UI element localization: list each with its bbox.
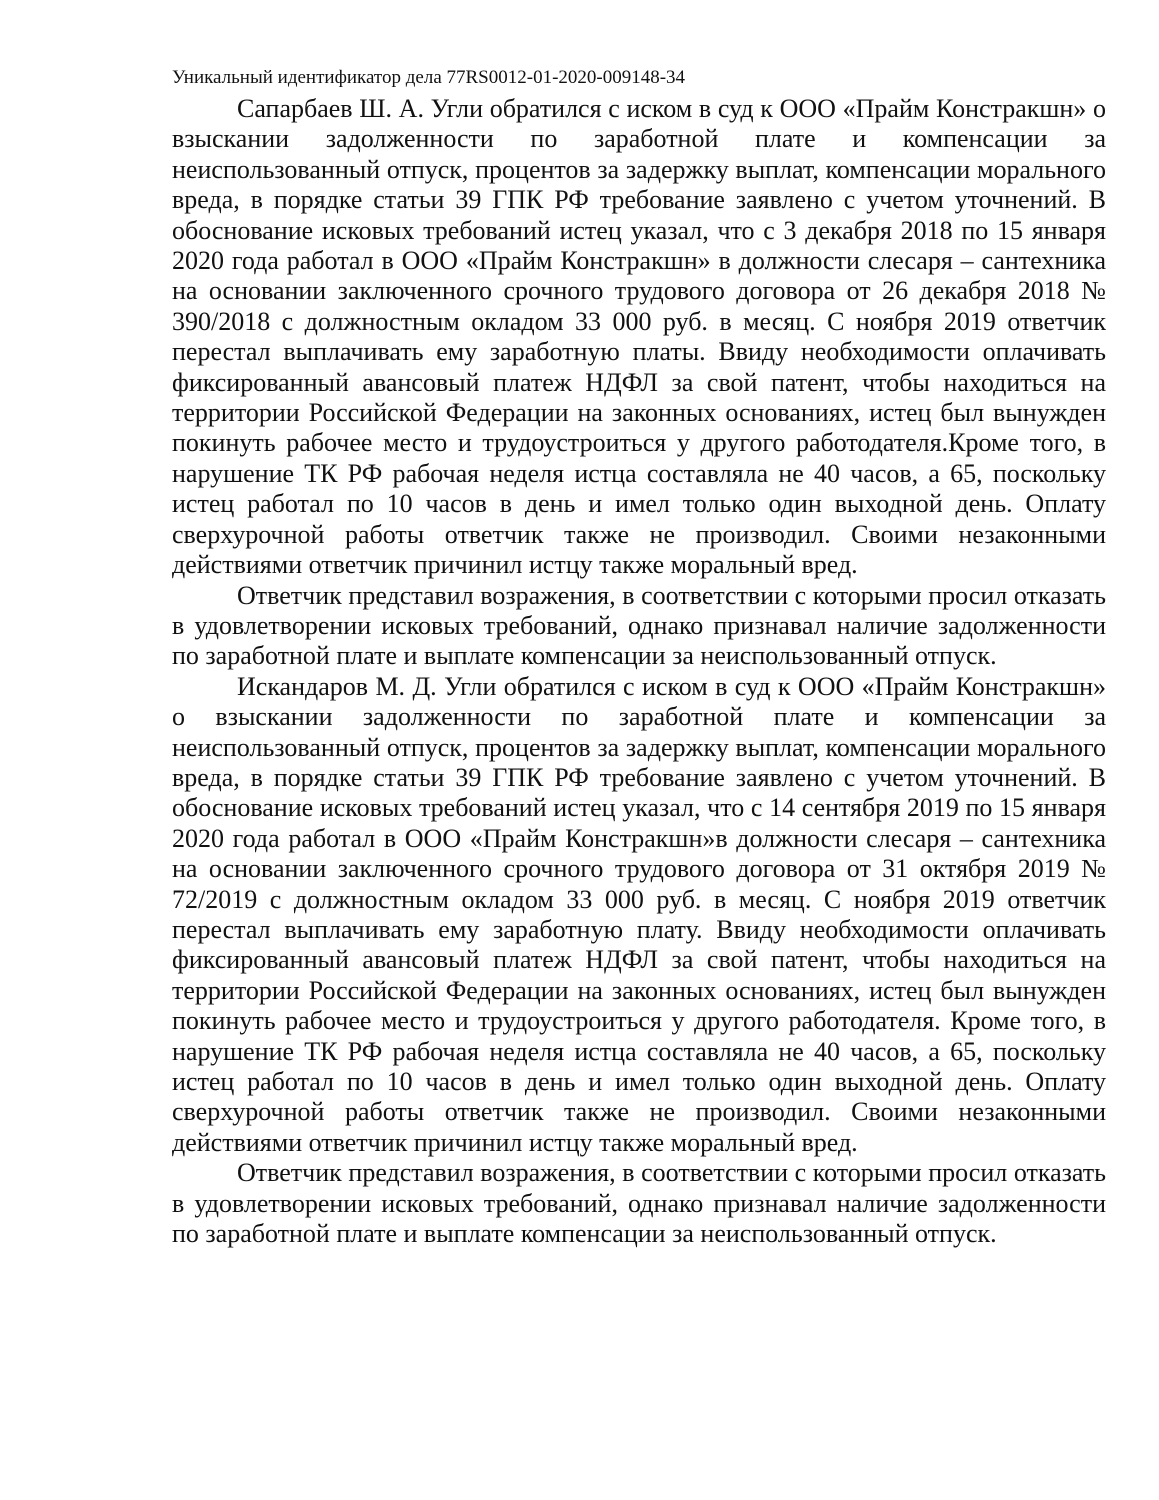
paragraph-defendant-objections-2: Ответчик представил возражения, в соответствии с которыми просил отказать в удовлетворении исковых требований, однако признавал наличие задолженности по заработной плате и выплате компенсации за неиспользованный отпуск.	[172, 1158, 1106, 1249]
paragraph-defendant-objections-1: Ответчик представил возражения, в соответствии с которыми просил отказать в удовлетворении исковых требований, однако признавал наличие задолженности по заработной плате и выплате компенсации за неиспользованный отпуск.	[172, 580, 1106, 671]
paragraph-saparbaev-claim: Сапарбаев Ш. А. Угли обратился с иском в суд к ООО «Прайм Констракшн» о взыскании задолженности по заработной плате и компенсации за неиспользованный отпуск, процентов за задержку выплат, компенсации морального вреда, в порядке статьи 39 ГПК РФ требование заявлено с учетом уточнений. В обоснование исковых требований истец указал, что с 3 декабря 2018 по 15 января 2020 года работал в ООО «Прайм Констракшн» в должности слесаря – сантехника на основании заключенного срочного трудового договора от 26 декабря 2018 № 390/2018 с должностным окладом 33 000 руб. в месяц. С ноября 2019 ответчик перестал выплачивать ему заработную платы. Ввиду необходимости оплачивать фиксированный авансовый платеж НДФЛ за свой патент, чтобы находиться на территории Российской Федерации на законных основаниях, истец был вынужден покинуть рабочее место и трудоустроиться у другого работодателя.Кроме того, в нарушение ТК РФ рабочая неделя истца составляла не 40 часов, а 65, поскольку истец работал по 10 часов в день и имел только один выходной день. Оплату сверхурочной работы ответчик также не производил. Своими незаконными действиями ответчик причинил истцу также моральный вред.	[172, 94, 1106, 580]
document-page	[172, 66, 1106, 1249]
paragraph-iskandarov-claim: Искандаров М. Д. Угли обратился с иском в суд к ООО «Прайм Констракшн» о взыскании задолженности по заработной плате и компенсации за неиспользованный отпуск, процентов за задержку выплат, компенсации морального вреда, в порядке статьи 39 ГПК РФ требование заявлено с учетом уточнений. В обоснование исковых требований истец указал, что с 14 сентября 2019 по 15 января 2020 года работал в ООО «Прайм Констракшн»в должности слесаря – сантехника на основании заключенного срочного трудового договора от 31 октября 2019 № 72/2019 с должностным окладом 33 000 руб. в месяц. С ноября 2019 ответчик перестал выплачивать ему заработную плату. Ввиду необходимости оплачивать фиксированный авансовый платеж НДФЛ за свой патент, чтобы находиться на территории Российской Федерации на законных основаниях, истец был вынужден покинуть рабочее место и трудоустроиться у другого работодателя. Кроме того, в нарушение ТК РФ рабочая неделя истца составляла не 40 часов, а 65, поскольку истец работал по 10 часов в день и имел только один выходной день. Оплату сверхурочной работы ответчик также не производил. Своими незаконными действиями ответчик причинил истцу также моральный вред.	[172, 671, 1106, 1157]
case-identifier: Уникальный идентификатор дела 77RS0012-01-2020-009148-34	[172, 67, 686, 88]
